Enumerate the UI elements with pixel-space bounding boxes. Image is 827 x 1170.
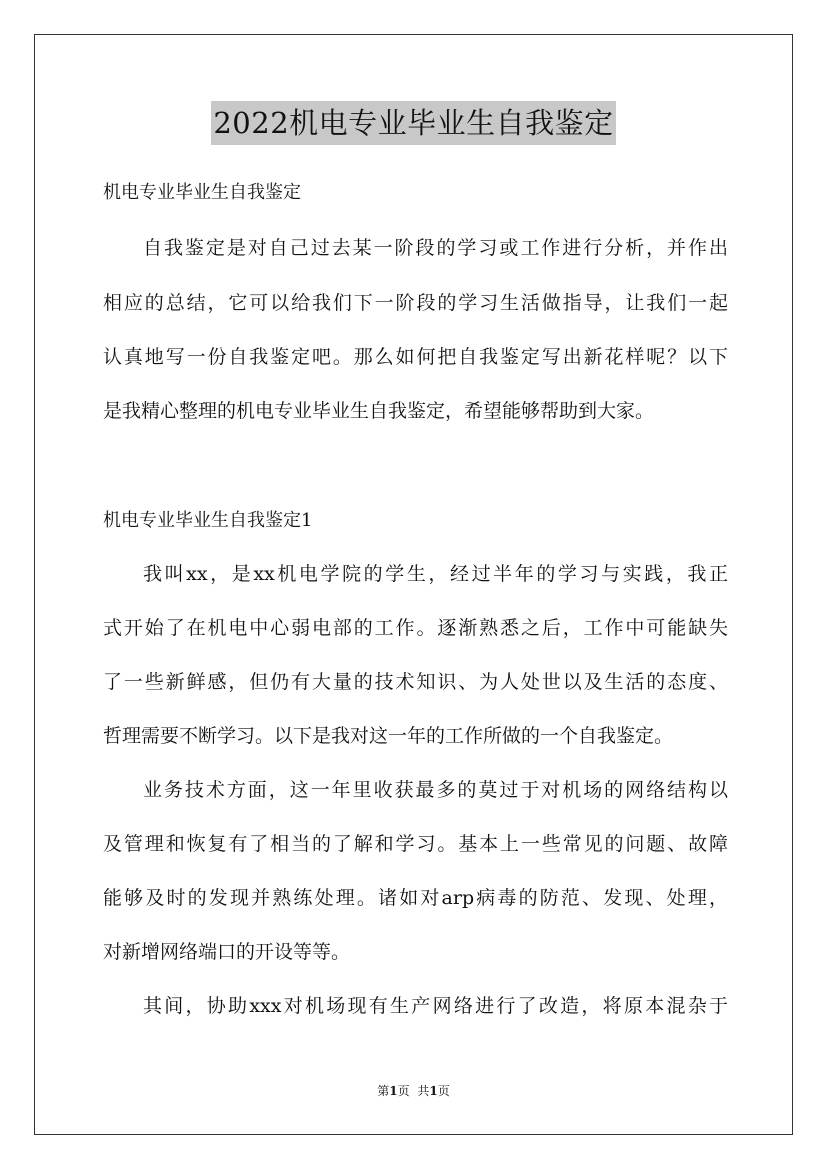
paragraph-line: 业务技术方面，这一年里收获最多的莫过于对机场的网络结构以 [143, 779, 728, 801]
page-number: 1 [389, 1084, 398, 1098]
total-label-prefix: 共 [417, 1084, 430, 1098]
paragraph-line: 哲理需要不断学习。以下是我对这一年的工作所做的一个自我鉴定。 [103, 725, 674, 747]
intro-line: 是我精心整理的机电专业毕业生自我鉴定，希望能够帮助到大家。 [103, 400, 655, 422]
paragraph-line: 式开始了在机电中心弱电部的工作。逐渐熟悉之后，工作中可能缺失 [103, 617, 728, 639]
section-heading: 机电专业毕业生自我鉴定1 [103, 510, 313, 531]
total-pages: 1 [429, 1084, 438, 1098]
title-container [0, 101, 827, 145]
paragraph-line: 对新增网络端口的开设等等。 [103, 941, 351, 963]
page-label-prefix: 第 [377, 1084, 390, 1098]
paragraph-line: 其间，协助xxx对机场现有生产网络进行了改造，将原本混杂于 [143, 995, 728, 1017]
document-title: 2022机电专业毕业生自我鉴定 [211, 101, 615, 145]
page-label-suffix: 页 [397, 1084, 410, 1098]
document-subtitle: 机电专业毕业生自我鉴定 [103, 182, 301, 203]
intro-line: 认真地写一份自我鉴定吧。那么如何把自我鉴定写出新花样呢？以下 [103, 346, 728, 368]
paragraph-line: 能够及时的发现并熟练处理。诸如对arp病毒的防范、发现、处理， [103, 887, 728, 909]
intro-line: 相应的总结，它可以给我们下一阶段的学习生活做指导，让我们一起 [103, 292, 728, 314]
paragraph-line: 了一些新鲜感，但仍有大量的技术知识、为人处世以及生活的态度、 [103, 671, 728, 693]
paragraph-line: 我叫xx，是xx机电学院的学生，经过半年的学习与实践，我正 [143, 563, 728, 585]
page-footer [0, 1082, 827, 1100]
paragraph-line: 及管理和恢复有了相当的了解和学习。基本上一些常见的问题、故障 [103, 833, 728, 855]
total-label-suffix: 页 [437, 1084, 450, 1098]
intro-line: 自我鉴定是对自己过去某一阶段的学习或工作进行分析，并作出 [143, 237, 728, 259]
